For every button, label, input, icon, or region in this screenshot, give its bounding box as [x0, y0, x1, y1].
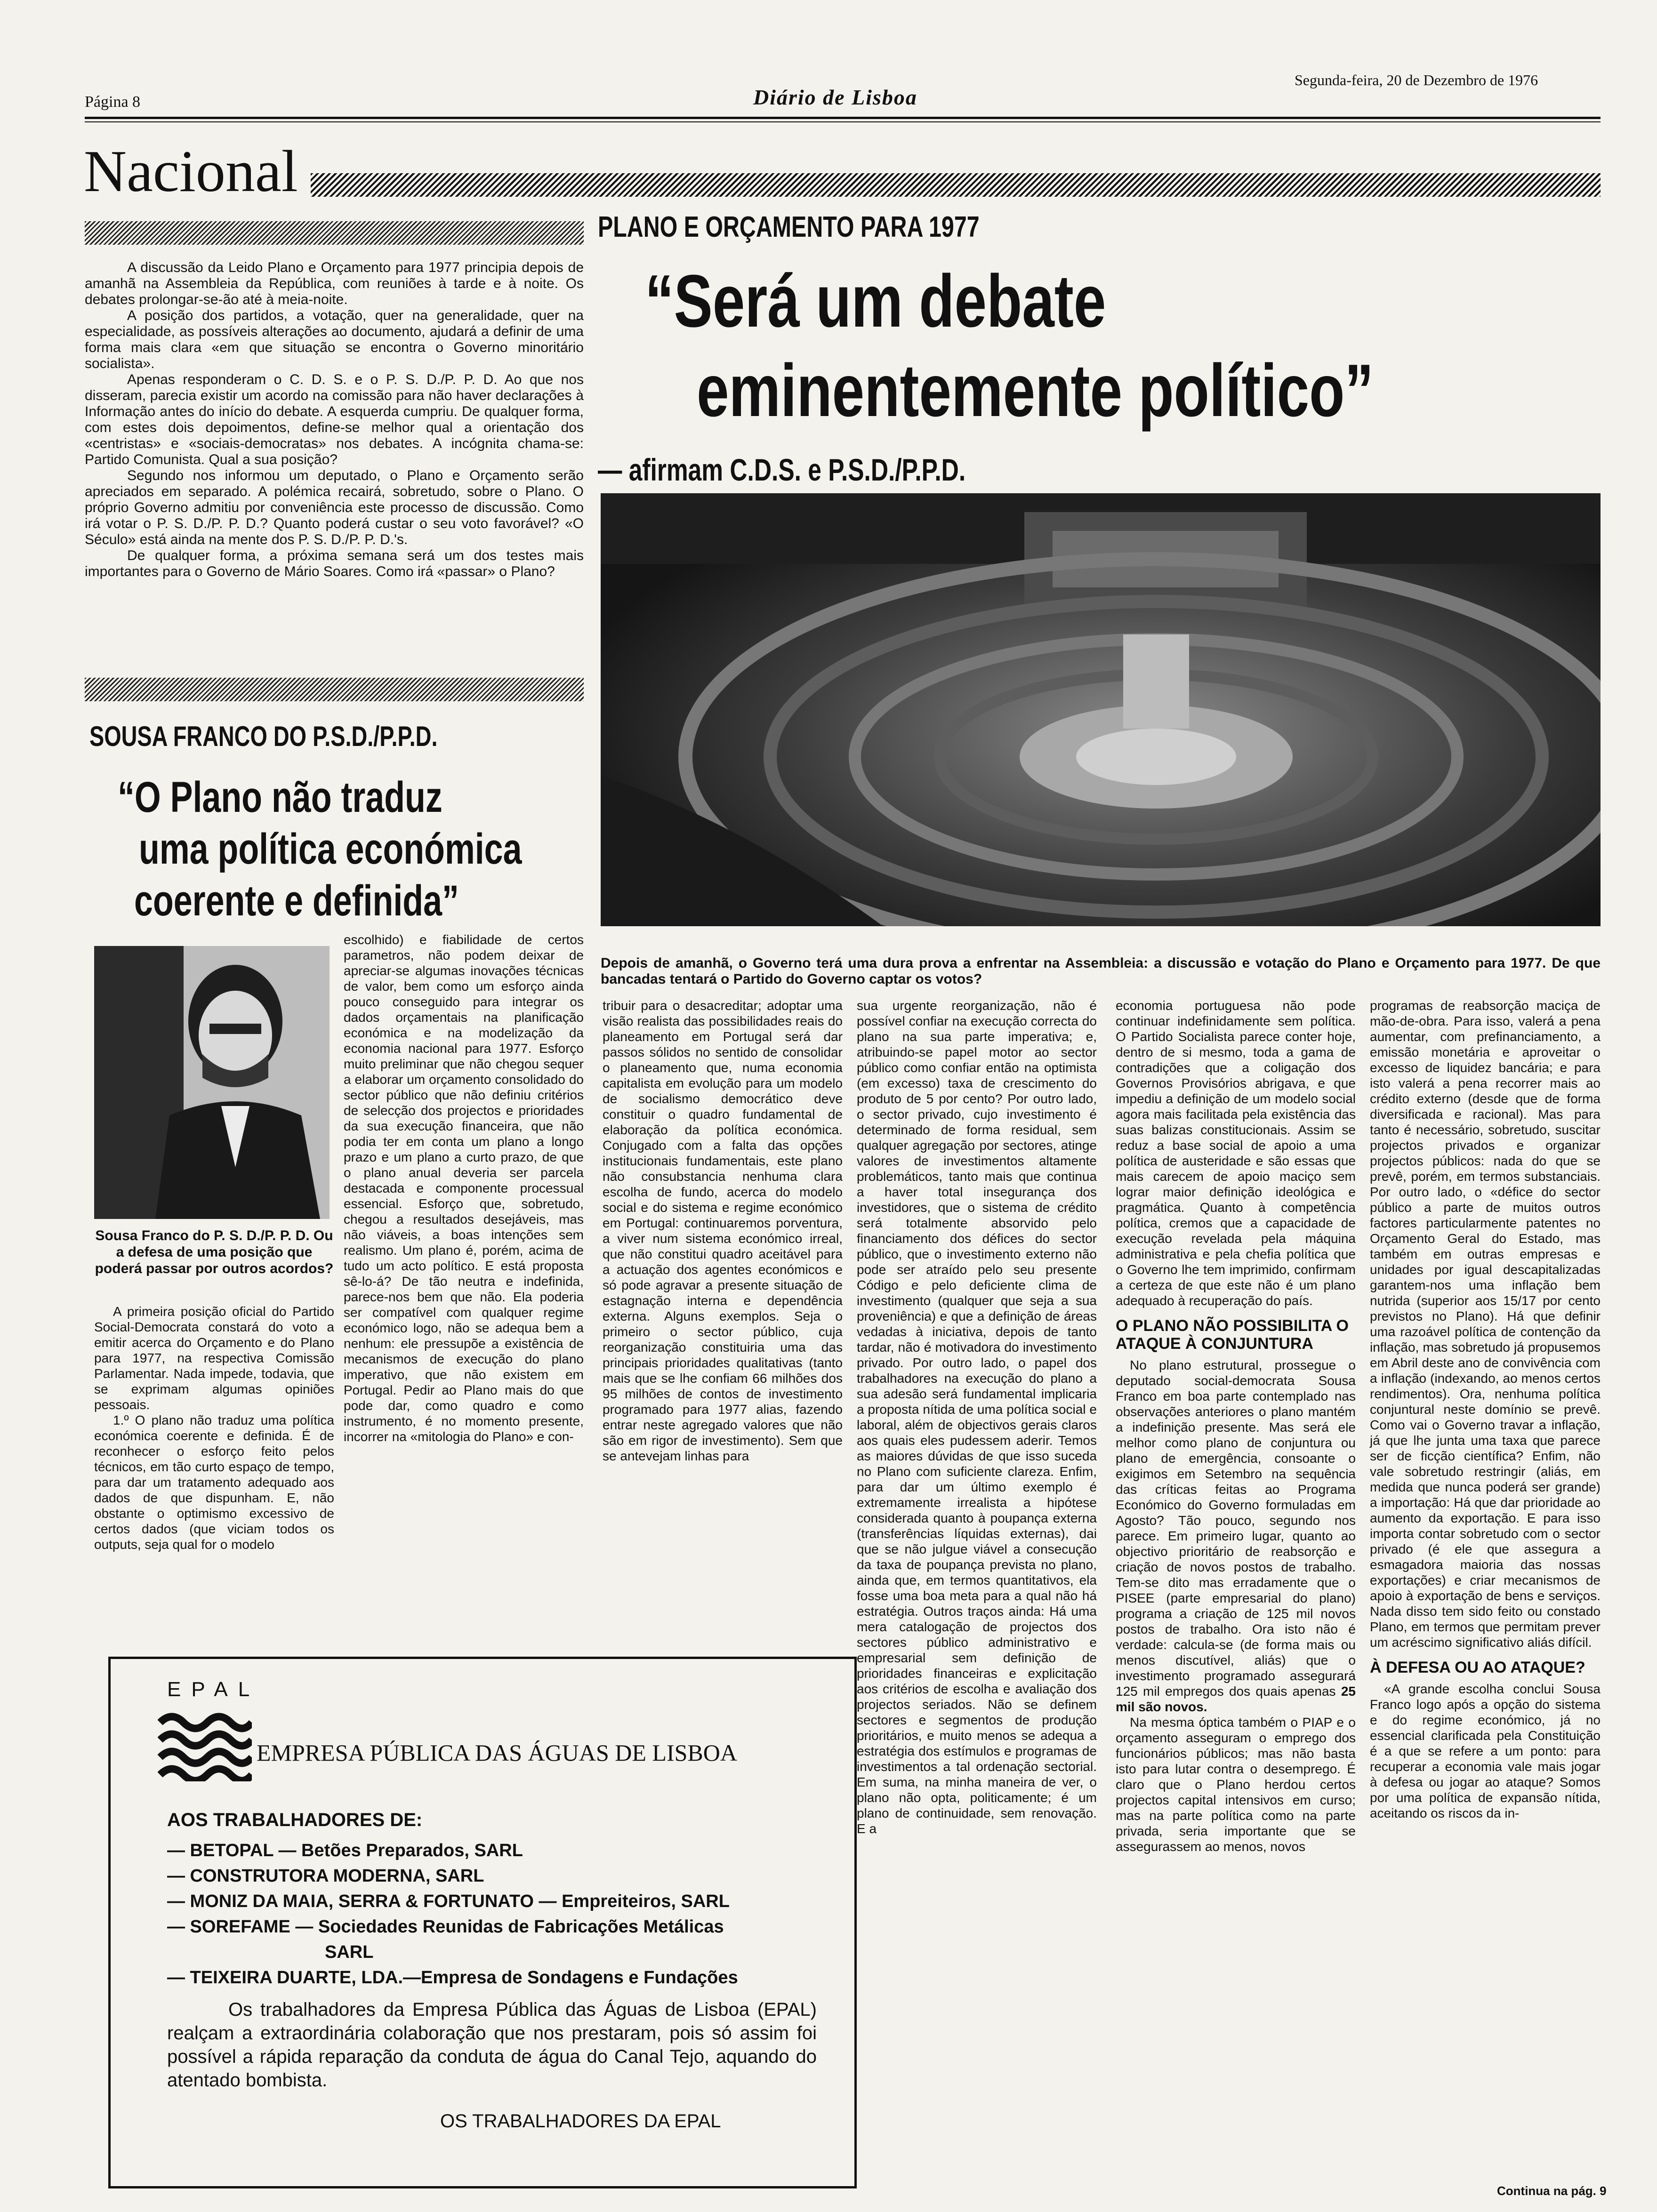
epal-list-item: — SOREFAME — Sociedades Reunidas de Fabricações Metálicas: [167, 1917, 724, 1937]
epal-company: EMPRESA PÚBLICA DAS ÁGUAS DE LISBOA: [257, 1739, 737, 1766]
sf-headline-line1: “O Plano não traduz: [118, 773, 442, 821]
masthead: Diário de Lisboa: [753, 85, 917, 109]
main-headline-line1: “Será um debate: [645, 260, 1106, 343]
main-kicker: [598, 211, 1087, 244]
epal-list-item: — CONSTRUTORA MODERNA, SARL: [167, 1866, 484, 1886]
assembly-photo: [601, 493, 1601, 926]
section-title: Nacional: [84, 139, 298, 204]
epal-list-item: — TEIXEIRA DUARTE, LDA.—Empresa de Sondagens e Fundações: [167, 1968, 738, 1988]
epal-list-item: — MONIZ DA MAIA, SERRA & FORTUNATO — Empreiteiros, SARL: [167, 1891, 730, 1911]
page-number: Página 8: [85, 93, 141, 111]
lead-paragraph: Apenas responderam o C. D. S. e o P. S. D./P. P. D. Ao que nos disseram, parecia existir um acordo na comissão para não haver declarações à Informação antes do início do debate. A esquerda cumpriu. De qualquer forma, com estes dois depoimentos, define-se melhor qual a orientação dos «centristas» e «sociais-democratas» nos debates. A incógnita chama-se: Partido Comunista. Qual a sua posição?: [85, 372, 584, 467]
sf-col5b-text: No plano estrutural, prossegue o deputado social-democrata Sousa Franco em boa parte contemplado nas observações anteriores o plano mantém a indefinição presente. Mas será ele melhor como plano de conjuntura ou plano de emergência, consoante o exigimos em Setembro na sequência das críticas feitas ao Programa Económico do Governo formuladas em Agosto? Tão pouco, segundo nos parece. Em primeiro lugar, quanto ao objectivo prioritário de reabsorção e criação de novos postos de trabalho. Tem-se dito mas erradamente que o PISEE (parte empresarial do plano) programa a criação de 125 mil novos postos de trabalho. Ora isto não é verdade: calcula-se (de forma mais ou menos discutível, aliás) que o investimento programado assegurará 125 mil empregos dos quais apenas: [1116, 1358, 1356, 1699]
portrait-caption: Sousa Franco do P. S. D./P. P. D. Ou a defesa de uma posição que poderá passar por outros acordos?: [95, 1228, 334, 1276]
sf-col5-para: economia portuguesa não pode continuar indefinidamente sem política. O Partido Socialista parece conter hoje, dentro de si mesmo, toda a gama de contradições que a coligação dos Governos Provisórios abrigava, e que impediu a definição de um modelo social agora mais facilitada pela existência das suas balizas constitucionais. Assim se reduz a base social de apoio a uma política de austeridade e são essas que mais carecem de apoio maciço sem lograr maior definição ideológica e pragmática. Quanto à competência política, cremos que a capacidade de execução revelada pela máquina administrativa e pela chefia política que o Governo lhe tem imprimido, confirmam a certeza de que este não é um plano adequado à recuperação do país.: [1116, 998, 1356, 1308]
main-deck: [598, 452, 1069, 488]
lead-top-bar: [85, 221, 584, 245]
portrait-image: [94, 946, 330, 1219]
lead-paragraph: De qualquer forma, a próxima semana será um dos testes mais importantes para o Governo de Mário Soares. Como irá «passar» o Plano?: [85, 548, 584, 579]
epal-list-item: SARL: [325, 1942, 374, 1962]
header-rule: [85, 117, 1601, 119]
sf-headline-3: [134, 875, 550, 926]
sf-headline-line2: uma política económica: [139, 825, 522, 873]
epal-body: Os trabalhadores da Empresa Pública das Águas de Lisboa (EPAL) realçam a extraordinária colaboração que nos prestaram, pois só assim foi possível a rápida reparação da conduta de água do Canal Tejo, aquando do atentado bombista.: [167, 1999, 817, 2091]
sf-column-4: sua urgente reorganização, não é possível confiar na execução correcta do plano na sua parte imperativa; e, atribuindo-se papel motor ao sector público como confiar então na optimista (em excesso) taxa de crescimento do produto de 5 por cento? Por outro lado, o sector privado, cujo investimento é determinado de forma residual, sem qualquer agregação por sectores, atinge valores de investimentos altamente problemáticos, tanto mais que continua a haver total insegurança dos investidores, que o sistema de crédito será totalmente absorvido pelo financiamento dos défices do sector público, que o investimento externo não pode ser atraído pelo seu presente Código e pelo deficiente clima de investimento (qualquer que seja a sua proveniência) e que a definição de áreas vedadas à iniciativa, depois de tanto tardar, não é motivadora do investimento privado. Por outro lado, o papel dos trabalhadores na execução do plano a sua adesão será fundamental implicaria a proposta nítida de uma política social e laboral, além de objectivos gerais claros aos quais eles pudessem aderir. Temos as maiores dúvidas de que isso suceda no Plano com suficiente clareza. Enfim, para dar um último exemplo é extremamente irrealista a hipótese considerada quanto à poupança externa (transferências líquidas externas), dai que se não julgue viável a consecução da taxa de poupança prevista no plano, ainda que, em termos quantitativos, ela fosse uma boa meta para a qual não há estratégia. Outros traços ainda: Há uma mera catalogação de projectos dos sectores público administrativo e empresarial sem definição de prioridades financeiras e explicitação aos critérios de escolha e avaliação dos projectos seriados. Não se definem sectores e segmentos de produção prioritários, e muito menos se adequa a estratégia dos estímulos e programas de investimentos a tal ordenação sectorial. Em suma, na minha maneira de ver, o plano não opta, politicamente; é um plano de continuidade, sem renovação. E a: [857, 998, 1097, 1836]
sf-column-5: [1116, 998, 1356, 1854]
epal-list-item: — BETOPAL — Betões Preparados, SARL: [167, 1841, 523, 1860]
sf-col5-para: Na mesma óptica também o PIAP e o orçamento asseguram o emprego dos funcionários públicos; mas não basta isto para lutar contra o desemprego. É claro que o Plano herdou certos projectos capital intensivos em curso; mas na parte política como na parte privada, seria importante que se assegurassem ao menos, novos: [1116, 1715, 1356, 1854]
epal-signature: OS TRABALHADORES DA EPAL: [440, 2111, 721, 2132]
sf-column-1: [94, 1304, 334, 1552]
epal-brand: EPAL: [167, 1678, 260, 1701]
sf-col6-para: programas de reabsorção maciça de mão-de-obra. Para isso, valerá a pena aumentar, com prefinanciamento, a emissão monetária e aproveitar o excesso de liquidez bancária; e para isto valerá a pena recorrer mais ao crédito externo (desde que de forma diversificada e racional). Mas para tanto é necessário, sobretudo, suscitar projectos privados e organizar projectos públicos: nada do que se prevê, porém, em termos substanciais. Por outro lado, o «défice do sector público a parte de muitos outros factores particularmente patentes no Orçamento Geral do Estado, mas também em outras empresas e unidades por igual descapitalizadas garantem-nos uma inflação bem nutrida (superior aos 15/17 por cento previstos no Plano). Há que definir uma razoável política de contenção da inflação, mas sobretudo já propusemos em Abril deste ano de convivência com a inflação (indexando, ao menos certos rendimentos). Ora, nenhuma política conjuntural neste domínio se prevê. Como vai o Governo travar a inflação, já que lhe junta uma taxa que parece ser de ficção científica? Enfim, não vale sobretudo restringir (aliás, em medida que nunca poderá ser grande) a importação: Há que dar prioridade ao aumento da exportação. E para isso importa contar sobretudo com o sector privado (é ele que assegura a esmagadora maioria das nossas exportações) e criar mecanismos de apoio à exportação de bens e serviços. Nada disso tem sido feito ou constado Plano, em termos que permitam prever um acréscimo significativo aliás difícil.: [1370, 998, 1601, 1650]
assembly-photo-image: [601, 493, 1601, 926]
lead-paragraph: Segundo nos informou um deputado, o Plano e Orçamento serão apreciados em separado. A polémica recairá, sobretudo, sobre o Plano. O próprio Governo admitiu por conveniência este processo de discussão. Como irá votar o P. S. D./P. P. D.? Quanto poderá custar o seu voto favorável? «O Século» está ainda na mente dos P. S. D./P. P. D.'s.: [85, 468, 584, 547]
lead-paragraph: A discussão da Leido Plano e Orçamento para 1977 principia depois de amanhã na Assembleia da República, com reuniões à tarde e à noite. Os debates prolongar-se-ão até à meia-noite.: [85, 260, 584, 307]
continued-note: Continua na pág. 9: [1497, 2184, 1607, 2198]
sf-column-6: [1370, 998, 1601, 1821]
epal-ad: [108, 1657, 857, 2188]
section-title-bar: [311, 173, 1601, 197]
lead-paragraph: A posição dos partidos, a votação, quer na generalidade, quer na especialidade, as possíveis alterações ao documento, ajudará a definir de uma forma mais clara «em que situação se encontra o Governo minoritário socialista».: [85, 308, 584, 371]
header-rule-thin: [85, 121, 1601, 122]
main-headline: [645, 259, 1236, 344]
main-kicker-text: PLANO E ORÇAMENTO PARA 1977: [598, 211, 980, 243]
sf-headline: [118, 772, 534, 823]
epal-to: AOS TRABALHADORES DE:: [167, 1810, 423, 1830]
photo-caption: Depois de amanhã, o Governo terá uma dura prova a enfrentar na Assembleia: a discussão e votação do Plano e Orçamento para 1977. De que bancadas tentará o Partido do Governo captar os votos?: [601, 955, 1601, 987]
lead-text: [85, 260, 584, 580]
main-headline-2: [697, 348, 1565, 433]
epal-waves-icon: [158, 1711, 252, 1781]
sf-col1-para: A primeira posição oficial do Partido Social-Democrata constará do voto a emitir acerca do Orçamento e do Plano para 1977, na respectiva Comissão Parlamentar. Nada impede, todavia, que se exprimam algumas opiniões pessoais.: [94, 1304, 334, 1412]
sf-headline-line3: coerente e definida”: [134, 877, 459, 925]
lead-bottom-bar: [85, 678, 584, 701]
sousa-franco-photo: [94, 946, 330, 1219]
subhead-conjuntura: O PLANO NÃO POSSIBILITA O ATAQUE À CONJUNTURA: [1116, 1317, 1349, 1353]
epal-list: [167, 1838, 826, 1990]
sf-headline-2: [139, 824, 630, 874]
sf-kicker-text: SOUSA FRANCO DO P.S.D./P.P.D.: [89, 721, 438, 752]
main-headline-line2: eminentemente político”: [697, 349, 1374, 432]
subhead-defesa: À DEFESA OU AO ATAQUE?: [1370, 1659, 1585, 1676]
issue-date: Segunda-feira, 20 de Dezembro de 1976: [1295, 72, 1538, 88]
sf-col6-para: «A grande escolha conclui Sousa Franco logo após a opção do sistema e do regime económico, já no essencial clarificada pela Constituição é a que se refere a um ponto: para recuperar a economia vale mais jogar à defesa ou jogar ao ataque? Somos por uma política de expansão nítida, aceitando os riscos da in-: [1370, 1682, 1601, 1820]
sf-col1-para: 1.º O plano não traduz uma política económica coerente e definida. É de reconhecer o esforço feito pelos técnicos, em tão curto espaço de tempo, para dar um tratamento adequado aos dados de que dispunham. E, não obstante o optimismo excessivo de certos dados (que viciam todos os outputs, seja qual for o modelo: [94, 1413, 334, 1552]
sf-column-3: tribuir para o desacreditar; adoptar uma visão realista das possibilidades reais do planeamento em Portugal será dar passos sólidos no sentido de consolidar o planeamento que, numa economia capitalista em evolução para um modelo de socialismo democrático deve constituir o quadro fundamental de elaboração da política económica. Conjugado com a falta das opções institucionais fundamentais, este plano não consubstancia nenhuma clara escolha de fundo, acerca do modelo social e do sistema e regime económico em Portugal: continuaremos porventura, a viver num sistema económico irreal, que não constitui quadro aceitável para a actuação dos agentes económicos e só pode agravar a presente situação de estagnação interna e dependência externa. Alguns exemplos. Seja o primeiro o sector público, cuja reorganização constituiria uma das principais prioridades qualitativas (tanto mais que se lhe confiam 66 milhões dos 95 milhões de contos de investimento programado para 1977 alias, fazendo entrar neste agregado valores que não são em rigor de investimento). Sem que se antevejam linhas para: [603, 998, 843, 1463]
sf-column-2: escolhido) e fiabilidade de certos parametros, não podem deixar de apreciar-se algumas inovações técnicas de valor, bem como um esforço ainda pouco conseguido para integrar os dados orçamentais na planificação económica e na modelização da economia nacional para 1977. Esforço muito preliminar que não chegou sequer a elaborar um orçamento consolidado do sector público que não definiu critérios de selecção dos projectos e prioridades da sua execução financeira, que não podia ter em conta um plano a longo prazo e um plano a curto prazo, de que o plano anual deveria ser parcela destacada e componente processual essencial. Esforço que, sobretudo, chegou a resultados desejáveis, mas não viáveis, a boas intenções sem realismo. Um plano é, porém, acima de tudo um acto político. E está proposta sê-lo-á? De tão neutra e indefinida, parece-nos bem que não. Ela poderia ser compatível com qualquer regime económico logo, não se adequa bem a nenhum: ele pressupõe a existência de mecanismos de execução do plano imperativo, que não existem em Portugal. Pedir ao Plano mais do que pode dar, como quadro e como instrumento, é no momento presente, incorrer na «mitologia do Plano» e con-: [344, 932, 584, 1444]
sf-col5-para: [1116, 1357, 1356, 1715]
main-deck-text: — afirmam C.D.S. e P.S.D./P.P.D.: [598, 452, 966, 487]
sf-kicker: [89, 720, 536, 753]
sf-col5b-bold: 25 mil são novos.: [1116, 1684, 1356, 1714]
